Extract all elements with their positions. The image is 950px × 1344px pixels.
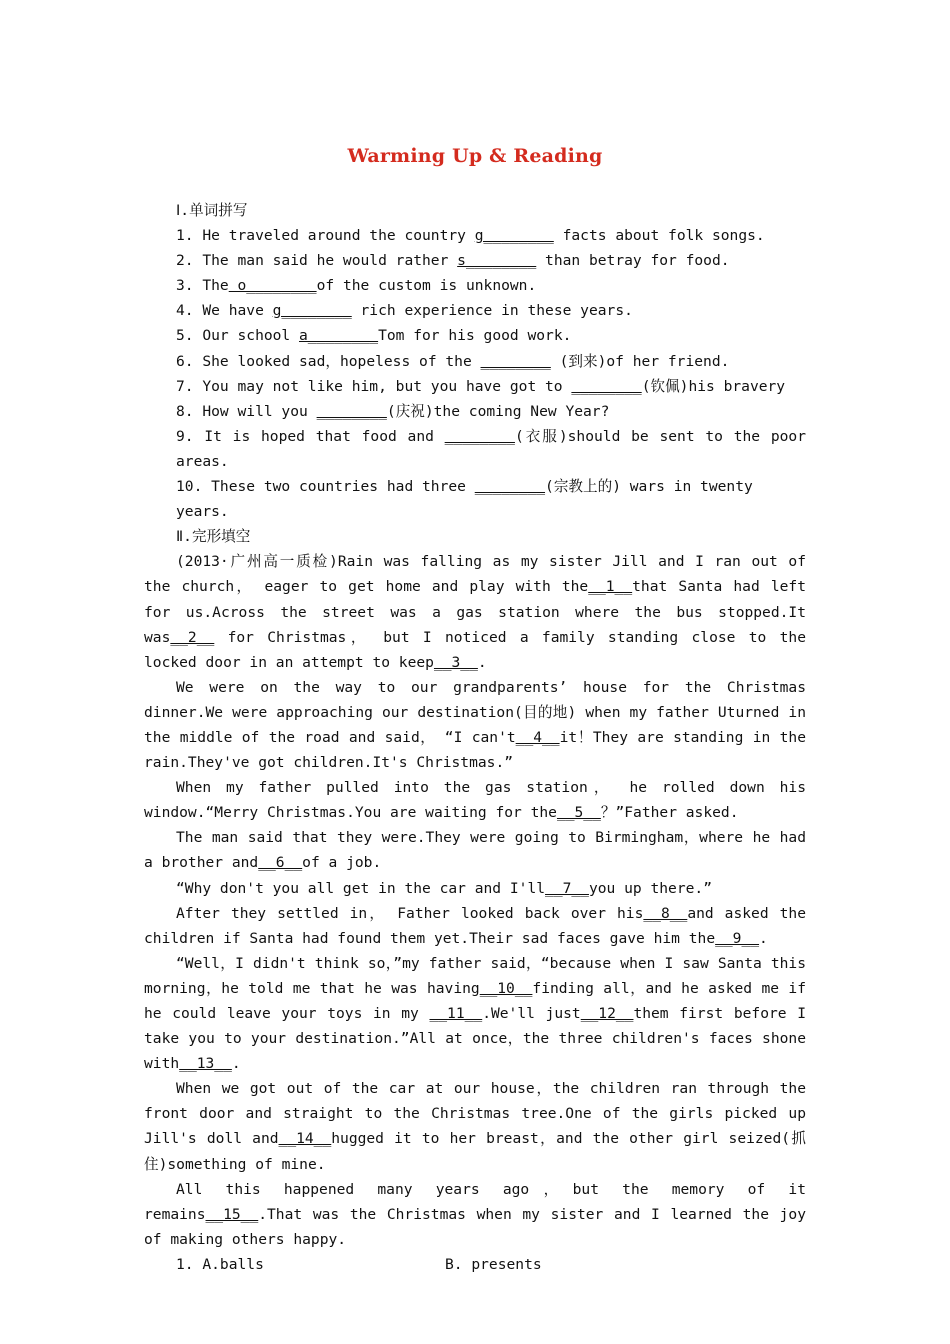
question-text: (到来)of her friend.: [550, 352, 730, 370]
answer-blank[interactable]: ________: [571, 377, 642, 395]
passage-text: After they settled in， Father looked back over his: [176, 904, 644, 922]
answer-blank[interactable]: o________: [228, 277, 317, 295]
passage-text: .That was the Christmas when my sister and I learned the joy of making others happy.: [144, 1205, 806, 1248]
question-text: (宗教上的) wars in twenty years.: [176, 478, 753, 521]
passage-text: and asked the children if Santa had found them yet.Their sad faces gave him the: [144, 904, 806, 947]
answer-blank[interactable]: g________: [272, 302, 352, 320]
passage-paragraph: [144, 901, 806, 951]
passage-text: that Santa had left for us.Across the street was a gas station where the bus stopped.It was: [144, 578, 806, 646]
passage-text: .: [477, 653, 487, 671]
page-title: Warming Up & Reading: [347, 145, 603, 167]
answer-blank[interactable]: ________: [444, 427, 515, 445]
passage-text: When we got out of the car at our house，the children ran through the front door and straight to the Christmas tree.One of the girls picked up Jill's doll and: [144, 1080, 806, 1148]
cloze-blank[interactable]: __10__: [479, 979, 533, 997]
cloze-blank[interactable]: __15__: [205, 1205, 259, 1223]
cloze-blank[interactable]: __6__: [258, 854, 303, 872]
question-text: than betray for food.: [536, 252, 730, 270]
question-text: 10. These two countries had three: [176, 478, 475, 496]
cloze-blank[interactable]: __1__: [588, 578, 633, 596]
answer-blank[interactable]: ________: [480, 352, 551, 370]
cloze-blank[interactable]: __9__: [715, 929, 760, 947]
passage-text: ？”Father asked.: [600, 804, 739, 822]
question-text: 3. The: [176, 277, 229, 295]
passage-text: for Christmas， but I noticed a family standing close to the locked door in an attempt to keep: [144, 628, 806, 671]
question-text: (庆祝)the coming New Year?: [386, 402, 610, 420]
cloze-blank[interactable]: __4__: [515, 728, 560, 746]
answer-blank[interactable]: g________: [474, 227, 554, 245]
question-text: of the custom is unknown.: [316, 277, 537, 295]
question-text: 1. He traveled around the country: [176, 227, 475, 245]
question-text: 4. We have: [176, 302, 273, 320]
question-text: 6. She looked sad，hopeless of the: [176, 352, 481, 370]
answer-blank[interactable]: a________: [299, 327, 379, 345]
question-text: (钦佩)his bravery: [641, 377, 786, 395]
passage-text: When my father pulled into the gas station， he rolled down his window.“Merry Christmas.You are waiting for the: [144, 779, 806, 822]
question-text: Tom for his good work.: [378, 327, 572, 345]
section-heading-cloze: Ⅱ.完形填空: [176, 528, 251, 546]
question-text: 9. It is hoped that food and: [176, 427, 445, 445]
passage-text: you up there.”: [588, 879, 712, 897]
option-number: 1.: [176, 1255, 203, 1273]
question-text: (衣服)should be sent to the poor areas.: [176, 427, 806, 470]
cloze-passage: [144, 549, 806, 1252]
spelling-question: [144, 474, 806, 524]
passage-text: of a job.: [302, 854, 382, 872]
passage-text: .: [231, 1055, 241, 1073]
passage-text: The man said that they were.They were going to Birmingham，where he had a brother and: [144, 829, 806, 872]
passage-text: We were on the way to our grandparents’ house for the Christmas dinner.We were approaching our destination(目的地) when my father Uturned in the middle of the road and said， “I can't: [144, 678, 806, 746]
passage-text: (2013·广州高一质检)Rain was falling as my sister Jill and I ran out of the church， eager to get home and play with the: [144, 553, 806, 596]
cloze-blank[interactable]: __11__: [429, 1005, 483, 1022]
passage-text: .We'll just: [482, 1005, 581, 1022]
cloze-blank[interactable]: __14__: [278, 1130, 332, 1148]
question-text: facts about folk songs.: [553, 227, 765, 245]
option-row: [144, 1252, 806, 1277]
passage-text: “Why don't you all get in the car and I'll: [176, 879, 546, 897]
passage-text: it！They are standing in the rain.They've got children.It's Christmas.”: [144, 728, 806, 772]
option-a[interactable]: A.balls: [202, 1255, 264, 1273]
document-body: [144, 198, 806, 1277]
cloze-blank[interactable]: __8__: [643, 904, 688, 922]
question-text: 8. How will you: [176, 402, 317, 420]
cloze-blank[interactable]: __7__: [545, 879, 589, 897]
section-heading-spelling: Ⅰ.单词拼写: [176, 202, 248, 219]
spelling-question: [144, 323, 806, 348]
cloze-blank[interactable]: __13__: [179, 1055, 232, 1073]
passage-paragraph: [144, 951, 806, 1076]
answer-blank[interactable]: s________: [457, 252, 537, 270]
passage-paragraph: [144, 876, 806, 901]
spelling-question: [144, 424, 806, 474]
cloze-options: [144, 1252, 806, 1277]
spelling-question-list: [144, 223, 806, 524]
question-text: rich experience in these years.: [351, 302, 633, 320]
passage-paragraph: [144, 1076, 806, 1176]
answer-blank[interactable]: ________: [316, 402, 387, 420]
spelling-question: [144, 273, 806, 298]
passage-text: All this happened many years ago，but the memory of it remains: [144, 1180, 806, 1223]
passage-paragraph: [144, 675, 806, 775]
option-b[interactable]: B. presents: [445, 1255, 542, 1273]
passage-text: them first before I take you to your destination.”All at once，the three children's faces shone with: [144, 1005, 807, 1073]
cloze-blank[interactable]: __3__: [433, 653, 478, 671]
spelling-question: [144, 399, 806, 424]
cloze-blank[interactable]: __5__: [556, 804, 601, 822]
passage-text: finding all，and he asked me if he could leave your toys in my: [144, 979, 806, 1022]
spelling-question: [144, 374, 806, 399]
question-text: 2. The man said he would rather: [176, 252, 458, 270]
spelling-question: [144, 248, 806, 273]
passage-text: .: [759, 929, 768, 947]
cloze-blank[interactable]: __12__: [580, 1005, 634, 1022]
passage-paragraph: [144, 825, 806, 875]
passage-paragraph: [144, 1177, 806, 1252]
passage-text: “Well，I didn't think so，”my father said，“because when I saw Santa this morning，he told me that he was having: [144, 954, 806, 997]
passage-paragraph: [144, 775, 806, 825]
spelling-question: [144, 298, 806, 323]
question-text: 7. You may not like him, but you have got to: [176, 377, 572, 395]
passage-text: hugged it to her breast，and the other girl seized(抓住)something of mine.: [144, 1130, 806, 1173]
cloze-blank[interactable]: __2__: [170, 628, 215, 646]
spelling-question: [144, 223, 806, 248]
answer-blank[interactable]: ________: [474, 478, 546, 496]
spelling-question: [144, 349, 806, 374]
passage-paragraph: [144, 549, 806, 674]
question-text: 5. Our school: [176, 327, 300, 345]
